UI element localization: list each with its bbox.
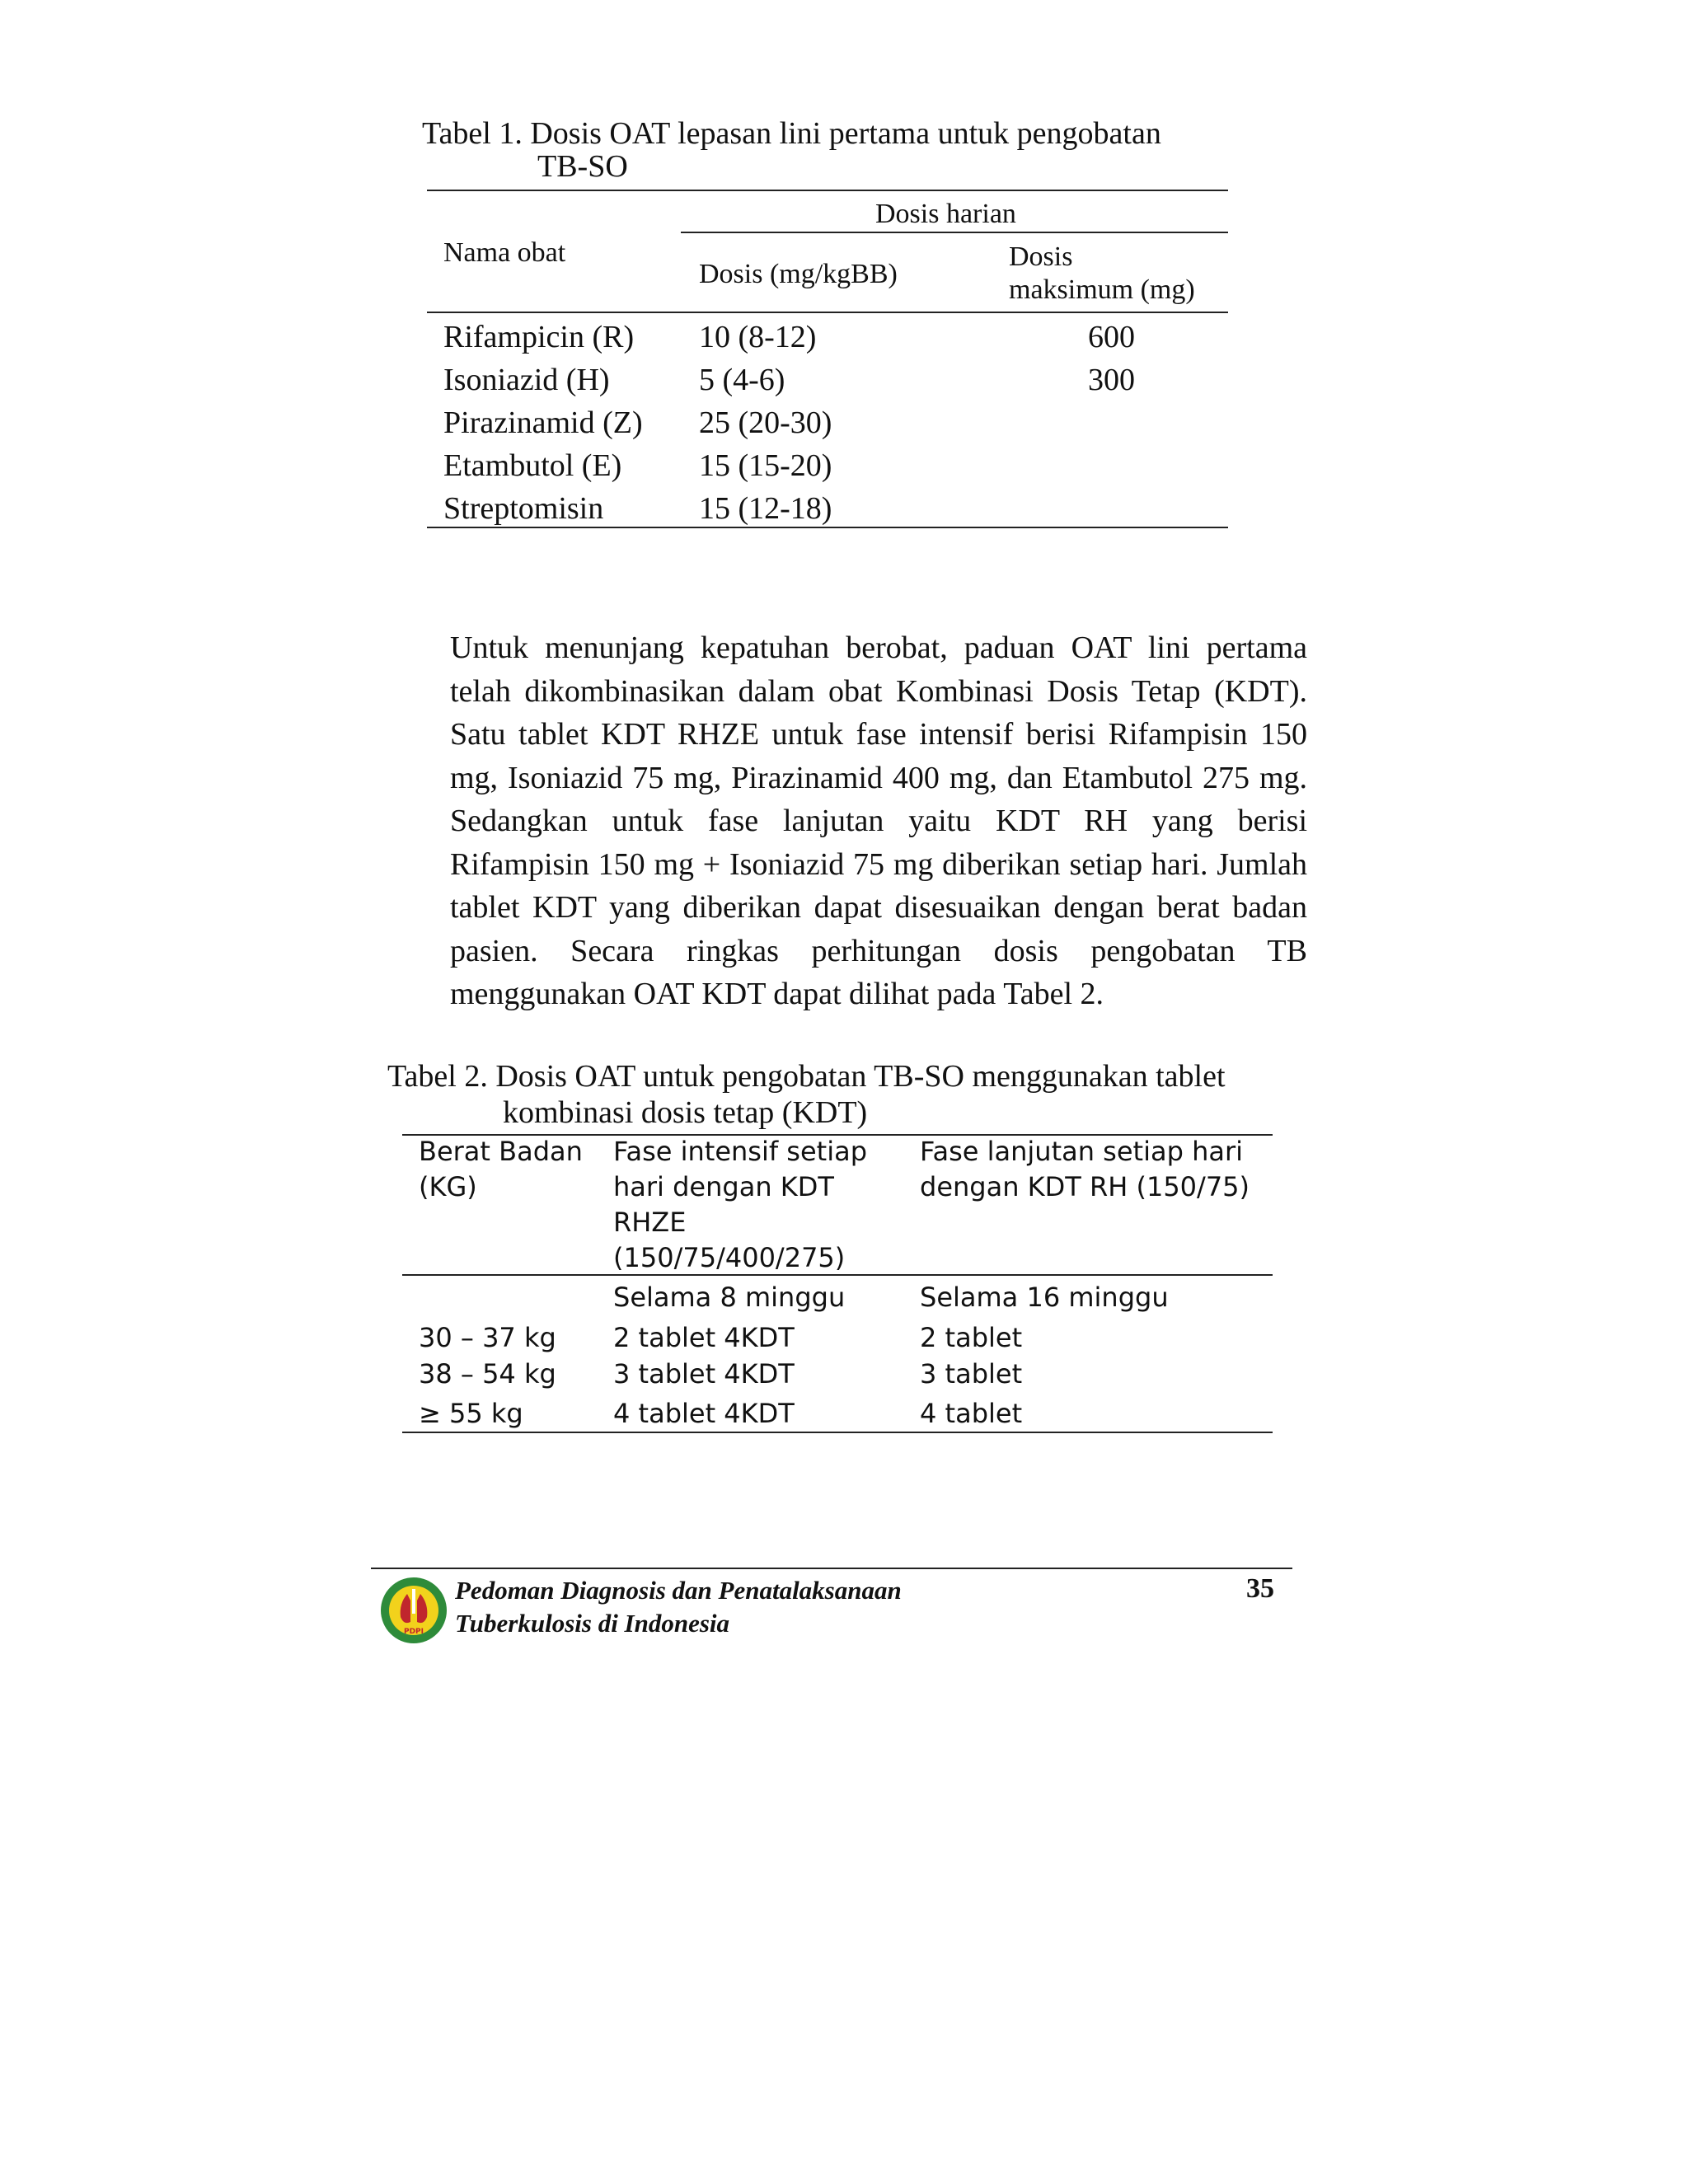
table2-cell-weight: 38 – 54 kg: [419, 1358, 556, 1390]
table2-cell-continuation: 4 tablet: [920, 1398, 1023, 1429]
table2-cell-intensive: 3 tablet 4KDT: [613, 1358, 795, 1390]
table1-header-dose: Dosis (mg/kgBB): [699, 259, 898, 289]
table2-caption: [387, 1058, 1311, 1131]
table2-header-intensive-line1: Fase intensif setiap: [613, 1136, 868, 1167]
page-number: 35: [1246, 1573, 1274, 1604]
table1-cell-max: 600: [1088, 320, 1135, 354]
table1-header-group: Dosis harian: [875, 199, 1016, 229]
table1-cell-dose: 25 (20-30): [699, 405, 832, 440]
table1-header-rule: [427, 312, 1228, 313]
table2-header-continuation: [920, 1134, 1250, 1205]
table1-cell-name: Etambutol (E): [443, 448, 622, 483]
table2-duration-intensive: Selama 8 minggu: [613, 1282, 846, 1313]
table1-header-max: [1009, 241, 1195, 307]
table1-header-max-line2: maksimum (mg): [1009, 274, 1195, 305]
table2-caption-line2: kombinasi dosis tetap (KDT): [503, 1095, 868, 1130]
table1-caption-line2: TB-SO: [537, 149, 628, 184]
table2-caption-line1: Tabel 2. Dosis OAT untuk pengobatan TB-SO menggunakan tablet: [387, 1059, 1226, 1094]
table2-header-intensive-line3: RHZE: [613, 1207, 687, 1238]
pdpi-logo-text: PDPI: [403, 1628, 424, 1636]
table2-header-weight-line1: Berat Badan: [419, 1136, 583, 1167]
table1-group-rule: [681, 232, 1228, 233]
table2-cell-intensive: 4 tablet 4KDT: [613, 1398, 795, 1429]
table1-cell-name: Isoniazid (H): [443, 363, 610, 397]
footer-rule: [371, 1568, 1292, 1569]
table1-header-max-line1: Dosis: [1009, 241, 1073, 272]
table1-cell-dose: 5 (4-6): [699, 363, 785, 397]
footer-title-line2: Tuberkulosis di Indonesia: [455, 1609, 730, 1638]
table2-bottom-rule: [402, 1432, 1273, 1433]
table2-cell-weight: ≥ 55 kg: [419, 1398, 523, 1429]
pdpi-logo-icon: [379, 1576, 448, 1645]
footer-title: [455, 1574, 902, 1640]
table1-caption: [422, 117, 1246, 183]
table2-header-intensive-line4: (150/75/400/275): [613, 1242, 846, 1273]
table2-header-intensive-line2: hari dengan KDT: [613, 1171, 834, 1202]
table2-header-intensive: [613, 1134, 867, 1276]
table2-cell-intensive: 2 tablet 4KDT: [613, 1322, 795, 1353]
table1-cell-name: Rifampicin (R): [443, 320, 635, 354]
footer-title-line1: Pedoman Diagnosis dan Penatalaksanaan: [455, 1576, 902, 1605]
table2-header-continuation-line2: dengan KDT RH (150/75): [920, 1171, 1250, 1202]
table1-cell-name: Streptomisin: [443, 491, 604, 526]
table1-cell-max: 300: [1088, 363, 1135, 397]
table1-header-name: Nama obat: [443, 237, 566, 268]
table2-duration-continuation: Selama 16 minggu: [920, 1282, 1169, 1313]
table2-cell-continuation: 3 tablet: [920, 1358, 1023, 1390]
table2-header-weight: [419, 1134, 583, 1205]
body-paragraph: Untuk menunjang kepatuhan berobat, paduan OAT lini pertama telah dikombinasikan dalam obat Kombinasi Dosis Tetap (KDT). Satu tablet KDT RHZE untuk fase intensif berisi Rifampisin 150 mg, Isoniazid 75 mg, Pirazinamid 400 mg, dan Etambutol 275 mg. Sedangkan untuk fase lanjutan yaitu KDT RH yang berisi Rifampisin 150 mg + Isoniazid 75 mg diberikan setiap hari. Jumlah tablet KDT yang diberikan dapat disesuaikan dengan berat badan pasien. Secara ringkas perhitungan dosis pengobatan TB menggunakan OAT KDT dapat dilihat pada Tabel 2.: [450, 630, 1307, 1011]
table1-top-rule: [427, 190, 1228, 191]
table2-header-weight-line2: (KG): [419, 1171, 477, 1202]
table2-cell-continuation: 2 tablet: [920, 1322, 1023, 1353]
table1-cell-dose: 15 (12-18): [699, 491, 832, 526]
table1-cell-dose: 10 (8-12): [699, 320, 817, 354]
table2-header-continuation-line1: Fase lanjutan setiap hari: [920, 1136, 1243, 1167]
table1-caption-line1: Tabel 1. Dosis OAT lepasan lini pertama untuk pengobatan: [422, 116, 1161, 151]
table1-cell-name: Pirazinamid (Z): [443, 405, 643, 440]
table2-cell-weight: 30 – 37 kg: [419, 1322, 556, 1353]
table1-cell-dose: 15 (15-20): [699, 448, 832, 483]
